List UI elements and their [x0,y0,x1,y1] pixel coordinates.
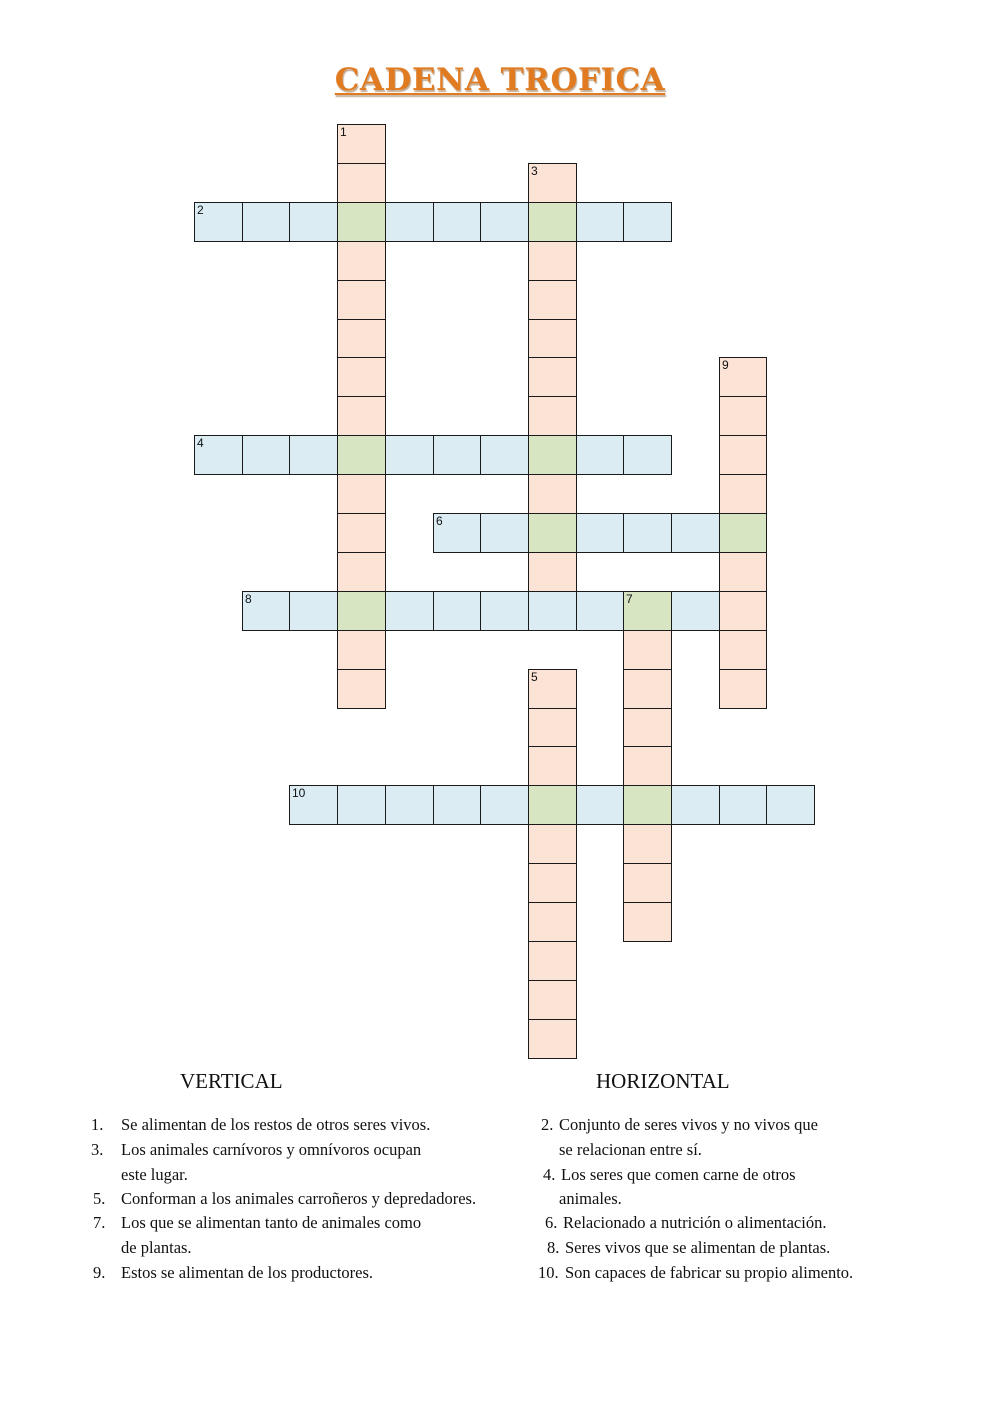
vertical-clue-text: Estos se alimentan de los productores. [121,1263,374,1282]
crossword-cell[interactable] [576,435,624,475]
crossword-cell[interactable] [623,202,672,242]
crossword-cell[interactable] [528,552,577,592]
crossword-cell[interactable] [337,630,386,670]
clue-number-label: 4 [197,436,204,450]
crossword-cell[interactable] [623,669,672,709]
crossword-cell[interactable] [671,513,720,553]
crossword-cell[interactable] [528,280,577,320]
crossword-cell[interactable] [194,202,243,242]
crossword-cell[interactable] [671,591,720,631]
clue-number-label: 1 [340,125,347,139]
crossword-cell[interactable] [576,785,624,825]
crossword-cell[interactable] [433,591,481,631]
crossword-cell[interactable] [480,513,529,553]
horizontal-clue-text: se relacionan entre sí. [559,1140,702,1159]
crossword-cell[interactable] [337,319,386,358]
horizontal-clue-number: 10. [538,1263,559,1282]
vertical-clue-text: este lugar. [121,1165,188,1184]
horizontal-clue-number: 4. [543,1165,556,1184]
horizontal-clue-text: Conjunto de seres vivos y no vivos que [559,1115,818,1134]
crossword-cell[interactable] [480,435,529,475]
crossword-intersection-cell[interactable] [337,435,386,475]
vertical-clue-text: de plantas. [121,1238,192,1257]
crossword-cell[interactable] [242,435,290,475]
crossword-cell[interactable] [385,785,434,825]
clue-number-label: 3 [531,164,538,178]
crossword-cell[interactable] [576,591,624,631]
crossword-cell[interactable] [528,708,577,747]
vertical-clue-text: Los que se alimentan tanto de animales como [121,1213,422,1232]
horizontal-clue-number: 6. [545,1213,558,1232]
clue-number-label: 7 [626,592,633,606]
crossword-intersection-cell[interactable] [623,785,672,825]
crossword-cell[interactable] [433,202,481,242]
crossword-cell[interactable] [480,202,529,242]
clue-number-label: 2 [197,203,204,217]
crossword-cell[interactable] [385,435,434,475]
horizontal-clue-text: Los seres que comen carne de otros [561,1165,796,1184]
crossword-cell[interactable] [337,785,386,825]
crossword-cell[interactable] [623,902,672,942]
crossword-cell[interactable] [528,319,577,358]
crossword-intersection-cell[interactable] [528,435,577,475]
crossword-cell[interactable] [528,980,577,1020]
crossword-cell[interactable] [242,591,290,631]
crossword-cell[interactable] [623,630,672,670]
crossword-cell[interactable] [623,708,672,747]
crossword-cell[interactable] [719,474,767,514]
clue-number-label: 10 [292,786,306,800]
crossword-cell[interactable] [289,202,338,242]
crossword-cell[interactable] [337,396,386,436]
crossword-cell[interactable] [528,902,577,942]
crossword-cell[interactable] [719,785,767,825]
clue-number-label: 9 [722,358,729,372]
crossword-cell[interactable] [480,591,529,631]
crossword-cell[interactable] [719,396,767,436]
clue-number-label: 6 [436,514,443,528]
vertical-clue-number: 1. [91,1115,104,1134]
crossword-cell[interactable] [337,280,386,320]
crossword-cell[interactable] [337,163,386,203]
crossword-cell[interactable] [289,785,338,825]
crossword-cell[interactable] [528,163,577,203]
crossword-cell[interactable] [528,396,577,436]
crossword-cell[interactable] [576,513,624,553]
horizontal-clue-text: Relacionado a nutrición o alimentación. [563,1213,827,1232]
crossword-cell[interactable] [480,785,529,825]
crossword-cell[interactable] [528,863,577,903]
crossword-intersection-cell[interactable] [528,513,577,553]
crossword-cell[interactable] [433,785,481,825]
crossword-cell[interactable] [337,474,386,514]
vertical-clue-number: 5. [93,1189,106,1208]
horizontal-clues-heading: HORIZONTAL [596,1069,730,1093]
crossword-cell[interactable] [242,202,290,242]
horizontal-clue-text: animales. [559,1189,622,1208]
crossword-cell[interactable] [337,241,386,281]
vertical-clues-heading: VERTICAL [180,1069,283,1093]
crossword-cell[interactable] [766,785,815,825]
crossword-cell[interactable] [289,435,338,475]
crossword-cell[interactable] [623,746,672,786]
clue-number-label: 5 [531,670,538,684]
crossword-cell[interactable] [528,941,577,981]
vertical-clue-text: Los animales carnívoros y omnívoros ocupan [121,1140,422,1159]
crossword-cell[interactable] [528,824,577,864]
horizontal-clue-text: Son capaces de fabricar su propio alimento. [565,1263,854,1282]
crossword-intersection-cell[interactable] [337,591,386,631]
crossword-intersection-cell[interactable] [623,591,672,631]
vertical-clue-number: 3. [91,1140,104,1159]
horizontal-clue-number: 2. [541,1115,554,1134]
crossword-cell[interactable] [528,241,577,281]
crossword-cell[interactable] [576,202,624,242]
crossword-cell[interactable] [719,435,767,475]
crossword-cell[interactable] [623,863,672,903]
crossword-cell[interactable] [337,513,386,553]
crossword-cell[interactable] [194,435,243,475]
crossword-cell[interactable] [671,785,720,825]
horizontal-clue-text: Seres vivos que se alimentan de plantas. [565,1238,831,1257]
crossword-intersection-cell[interactable] [528,785,577,825]
crossword-cell[interactable] [623,513,672,553]
clue-number-label: 8 [245,592,252,606]
crossword-cell[interactable] [719,669,767,709]
crossword-cell[interactable] [528,1019,577,1059]
crossword-cell[interactable] [337,552,386,592]
crossword-cell[interactable] [623,824,672,864]
crossword-cell[interactable] [433,513,481,553]
crossword-cell[interactable] [337,669,386,709]
crossword-cell[interactable] [528,746,577,786]
crossword-cell[interactable] [719,630,767,670]
crossword-cell[interactable] [623,435,672,475]
vertical-clue-text: Se alimentan de los restos de otros seres vivos. [121,1115,431,1134]
crossword-cell[interactable] [528,357,577,397]
page-title: CADENA TROFICA [334,62,666,98]
crossword-intersection-cell[interactable] [528,202,577,242]
vertical-clue-number: 7. [93,1213,106,1232]
crossword-intersection-cell[interactable] [337,202,386,242]
crossword-cell[interactable] [289,591,338,631]
crossword-intersection-cell[interactable] [719,513,767,553]
horizontal-clue-number: 8. [547,1238,560,1257]
vertical-clue-text: Conforman a los animales carroñeros y depredadores. [121,1189,477,1208]
crossword-cell[interactable] [385,202,434,242]
crossword-cell[interactable] [719,357,767,397]
vertical-clue-number: 9. [93,1263,106,1282]
crossword-cell[interactable] [528,591,577,631]
crossword-cell[interactable] [719,552,767,592]
crossword-cell[interactable] [337,124,386,164]
crossword-cell[interactable] [719,591,767,631]
crossword-cell[interactable] [528,474,577,514]
crossword-cell[interactable] [385,591,434,631]
crossword-cell[interactable] [433,435,481,475]
crossword-cell[interactable] [528,669,577,709]
crossword-cell[interactable] [337,357,386,397]
